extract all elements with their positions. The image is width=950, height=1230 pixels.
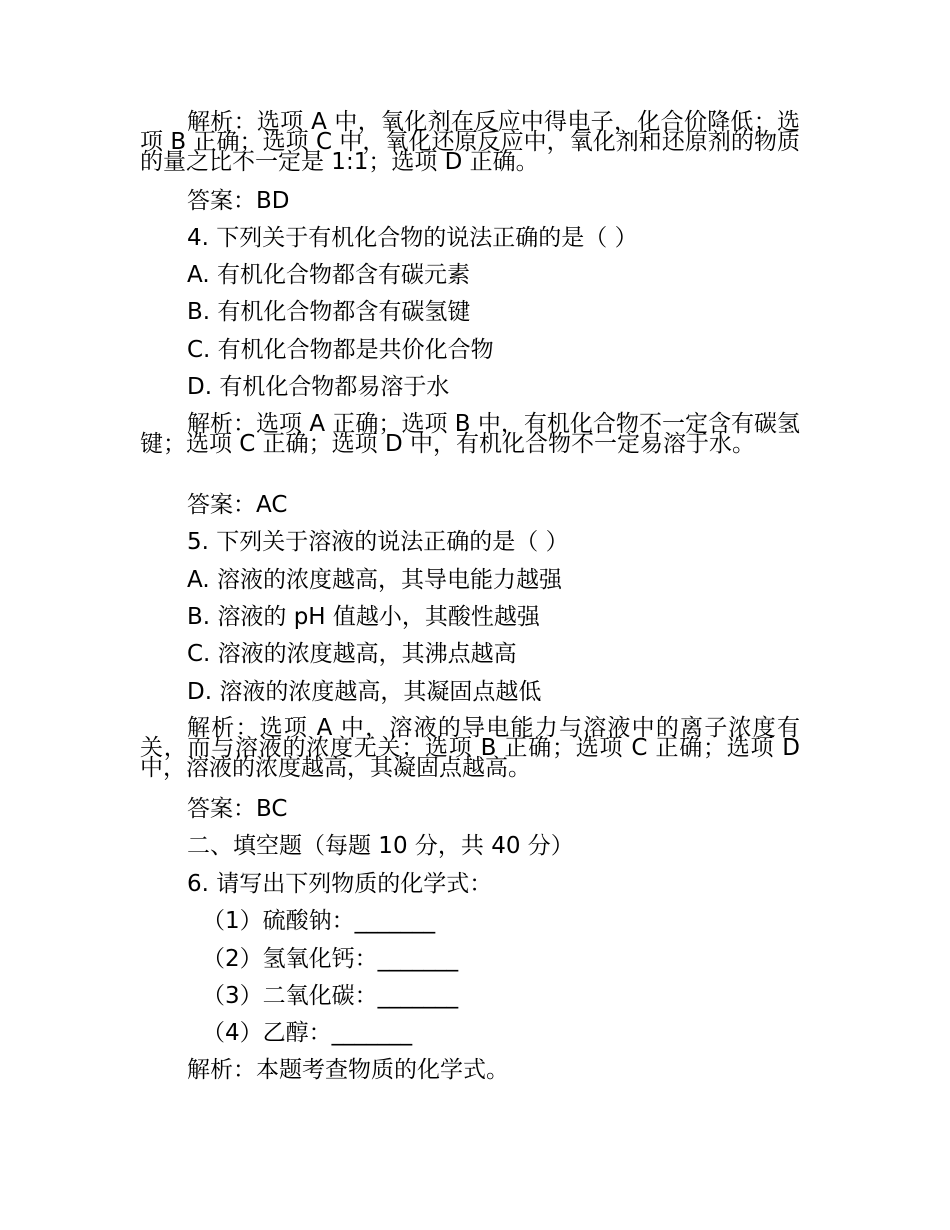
q6-item-1: （1）硫酸钠：_______ xyxy=(202,908,436,934)
q4-option-c: C. 有机化合物都是共价化合物 xyxy=(187,337,494,363)
q4-option-b: B. 有机化合物都含有碳氢键 xyxy=(187,299,471,325)
q5-option-c: C. 溶液的浓度越高，其沸点越高 xyxy=(187,641,517,667)
q6-analysis: 解析：本题考查物质的化学式。 xyxy=(187,1057,509,1083)
q5-analysis: 解析：选项 A 中，溶液的导电能力与溶液中的离子浓度有关，而与溶液的浓度无关；选项 B 正确；选项 C 正确；选项 D 中，溶液的浓度越高，其凝固点越高。 xyxy=(140,715,800,781)
q6-item-3: （3）二氧化碳：_______ xyxy=(202,983,459,1009)
q6-item-2: （2）氢氧化钙：_______ xyxy=(202,946,459,972)
q5-question: 5. 下列关于溶液的说法正确的是（ ） xyxy=(187,529,569,555)
q3-analysis: 解析：选项 A 中，氧化剂在反应中得电子，化合价降低；选项 B 正确；选项 C 中，氧化还原反应中，氧化剂和还原剂的物质的量之比不一定是 1:1；选项 D 正确。 xyxy=(140,109,800,175)
q6-question: 6. 请写出下列物质的化学式： xyxy=(187,871,493,897)
q4-analysis: 解析：选项 A 正确；选项 B 中，有机化合物不一定含有碳氢键；选项 C 正确；选项 D 中，有机化合物不一定易溶于水。 xyxy=(140,411,800,457)
q4-question: 4. 下列关于有机化合物的说法正确的是（ ） xyxy=(187,225,638,251)
q5-option-d: D. 溶液的浓度越高，其凝固点越低 xyxy=(187,679,542,705)
q3-answer: 答案：BD xyxy=(187,188,290,214)
section-heading-fill-in: 二、填空题（每题 10 分，共 40 分） xyxy=(187,833,574,859)
q4-answer: 答案：AC xyxy=(187,492,288,518)
q6-item-4: （4）乙醇：_______ xyxy=(202,1020,413,1046)
q5-option-b: B. 溶液的 pH 值越小，其酸性越强 xyxy=(187,604,540,630)
q4-option-d: D. 有机化合物都易溶于水 xyxy=(187,374,450,400)
q5-option-a: A. 溶液的浓度越高，其导电能力越强 xyxy=(187,567,562,593)
q5-answer: 答案：BC xyxy=(187,796,288,822)
q4-option-a: A. 有机化合物都含有碳元素 xyxy=(187,262,470,288)
